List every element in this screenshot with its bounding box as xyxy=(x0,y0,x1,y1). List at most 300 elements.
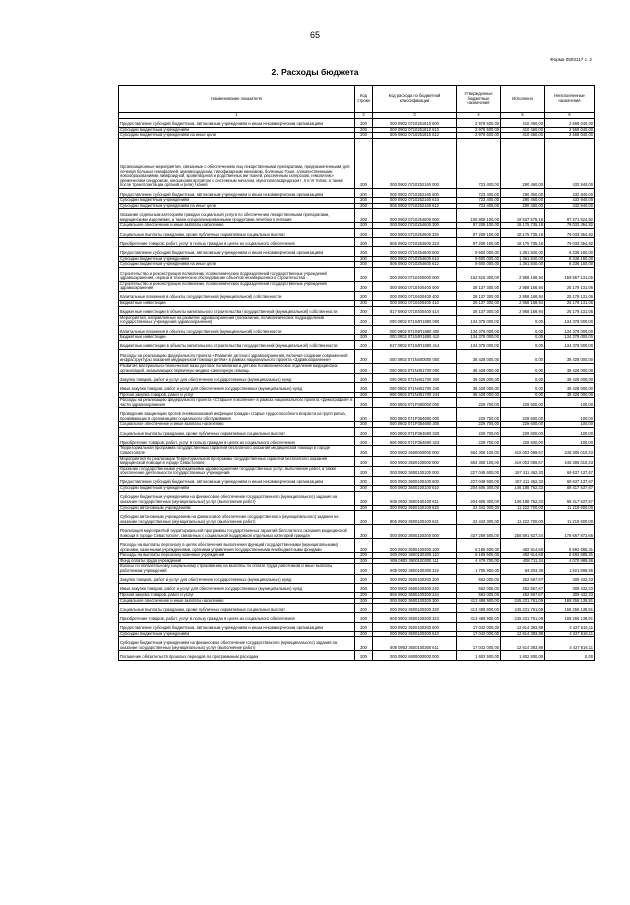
row-executed: 12 614 383,89 xyxy=(501,631,545,637)
table-row xyxy=(119,651,595,660)
row-executed: 11 222 700,00 xyxy=(501,505,545,511)
row-name: Социальное обеспечение и иные выплаты населению xyxy=(119,223,355,229)
row-line-code: 200 xyxy=(355,315,373,325)
page-number: 65 xyxy=(309,30,320,40)
row-unexecuted: 248 305 010,33 xyxy=(545,446,595,456)
row-approved: 723 400,00 xyxy=(457,138,501,188)
row-unexecuted: 4 427 616,11 xyxy=(545,637,595,651)
row-approved: 28 137 300,00 xyxy=(457,301,501,307)
row-approved: 229 700,00 xyxy=(457,422,501,428)
row-name: Социальные выплаты гражданам, кроме публичных нормативных социальных выплат xyxy=(119,604,355,613)
row-name: Проведение вакцинации против пневмококковой инфекции граждан старше трудоспособного возраста из групп риска, проживающих в организациях социального обслуживания xyxy=(119,408,355,422)
row-unexecuted: 168 258 138,91 xyxy=(545,604,595,613)
row-unexecuted: 159 557 131,06 xyxy=(545,267,595,281)
row-expense-code: 000 0902 0710254600 000 xyxy=(373,209,457,223)
row-name: Бюджетные инвестиции xyxy=(119,301,355,307)
row-line-code: 200 xyxy=(355,198,373,204)
row-expense-code: 000 0902 071P354680 320 xyxy=(373,427,457,436)
row-expense-code: 000 0902 0710252160 610 xyxy=(373,198,457,204)
row-executed: 0,00 xyxy=(501,326,545,335)
row-line-code: 200 xyxy=(355,392,373,398)
row-name: Предоставление субсидий бюджетным, автономным учреждениям и иным некоммерческим организациям xyxy=(119,188,355,197)
table-row xyxy=(119,315,595,325)
row-executed: 492 914,69 xyxy=(501,539,545,553)
header-unexecuted: Неисполненные назначения xyxy=(545,86,595,113)
row-name: Субсидии бюджетным учреждениям xyxy=(119,486,355,492)
row-line-code: 200 xyxy=(355,491,373,505)
row-name: Расходы на выплаты персоналу в целях обеспечения выполнения функций государственными (муниципальными) органами, казенными учреждениями, органами управления государственными внебюджетными фондами xyxy=(119,539,355,553)
row-line-code: 200 xyxy=(355,564,373,574)
row-name: Территориальная программа государственных гарантий бесплатного оказания медицинской помощи в городе Севастополе xyxy=(119,446,355,456)
row-approved: 413 489 900,00 xyxy=(457,598,501,604)
row-line-code: 200 xyxy=(355,118,373,127)
row-executed: 245 231 761,09 xyxy=(501,598,545,604)
header-name: Наименование показателя xyxy=(119,86,355,113)
column-number: 1 xyxy=(119,113,355,119)
row-executed: 245 231 761,09 xyxy=(501,613,545,622)
row-expense-code: 000 0902 3600100100 620 xyxy=(373,505,457,511)
row-unexecuted: 38 428 000,00 xyxy=(545,392,595,398)
row-approved: 38 428 000,00 xyxy=(457,364,501,374)
row-expense-code: 000 0902 0710400400 000 xyxy=(373,281,457,291)
row-unexecuted: 8 238 160,00 xyxy=(545,262,595,268)
row-name: Организационные мероприятия, связанные с обеспечением лиц лекарственными препаратами, предназначенными для лечения больных гемофилией, муковисцидозом, гипофизарным нанизмом, болезнью Гоше, злокачественными новообразованиями лимфоидной, кроветворной и родственных им тканей, рассеянным склерозом, гемолитико-уремическим синдромом, юношеским артритом с системным началом, мукополисахаридозом I, II и VI типов, а также после трансплантации органов и (или) тканей xyxy=(119,138,355,188)
row-line-code: 200 xyxy=(355,558,373,564)
row-expense-code: 000 0902 3600100300 610 xyxy=(373,631,457,637)
row-unexecuted: 100,00 xyxy=(545,398,595,408)
row-approved: 562 000,00 xyxy=(457,593,501,599)
table-row xyxy=(119,188,595,197)
row-line-code: 200 xyxy=(355,364,373,374)
table-row xyxy=(119,281,595,291)
row-name: Бюджетные инвестиции в объекты капитального строительства государственной (муниципальной) собственности xyxy=(119,340,355,349)
row-approved: 28 137 300,00 xyxy=(457,306,501,315)
row-approved: 134 378 000,00 xyxy=(457,340,501,349)
row-expense-code: 817 0902 07104R1880 414 xyxy=(373,340,457,349)
row-approved: 4 479 700,00 xyxy=(457,558,501,564)
row-line-code: 200 xyxy=(355,604,373,613)
row-approved: 562 000,00 xyxy=(457,574,501,583)
row-executed: 0,00 xyxy=(501,335,545,341)
row-line-code: 200 xyxy=(355,223,373,229)
table-row xyxy=(119,456,595,466)
row-line-code: 200 xyxy=(355,583,373,592)
row-approved: 17 042 000,00 xyxy=(457,637,501,651)
row-line-code: 200 xyxy=(355,398,373,408)
row-expense-code: 806 0902 071P354680 323 xyxy=(373,437,457,446)
row-name: Субсидии бюджетным учреждениям на иные цели xyxy=(119,262,355,268)
row-expense-code: 000 0902 0710254600 300 xyxy=(373,223,457,229)
row-approved: 413 489 900,00 xyxy=(457,613,501,622)
row-expense-code: 000 0902 3600100300 110 xyxy=(373,553,457,559)
row-executed: 290 460,00 xyxy=(501,188,545,197)
row-executed: 0,00 xyxy=(501,374,545,383)
table-row xyxy=(119,364,595,374)
row-unexecuted: 38 428 000,00 xyxy=(545,364,595,374)
row-approved: 38 428 000,00 xyxy=(457,383,501,392)
row-executed: 410 460,00 xyxy=(501,127,545,133)
row-line-code: 200 xyxy=(355,256,373,262)
row-expense-code: 000 0902 3600000000 000 xyxy=(373,446,457,456)
row-expense-code: 000 0902 0710400000 000 xyxy=(373,267,457,281)
row-line-code: 200 xyxy=(355,631,373,637)
table-row xyxy=(119,238,595,247)
row-line-code: 200 xyxy=(355,574,373,583)
row-executed: 18 175 735,18 xyxy=(501,223,545,229)
row-expense-code: 806 0902 3600100300 119 xyxy=(373,564,457,574)
row-line-code: 200 xyxy=(355,505,373,511)
row-line-code: 200 xyxy=(355,553,373,559)
row-line-code: 200 xyxy=(355,437,373,446)
row-expense-code: 000 0902 3600100300 320 xyxy=(373,604,457,613)
form-code: Форма 0503117 с. 2 xyxy=(550,57,592,62)
table-row xyxy=(119,209,595,223)
table-row xyxy=(119,291,595,300)
table-row xyxy=(119,622,595,631)
row-unexecuted: 38 428 000,00 xyxy=(545,374,595,383)
row-expense-code: 806 0902 3600100300 244 xyxy=(373,593,457,599)
row-expense-code: 806 0902 071N451700 244 xyxy=(373,392,457,398)
row-approved: 2 978 500,00 xyxy=(457,133,501,139)
row-executed: 157 411 462,33 xyxy=(501,466,545,476)
row-executed: 1 361 840,00 xyxy=(501,247,545,256)
table-row xyxy=(119,383,595,392)
row-unexecuted: 4 070 988,66 xyxy=(545,558,595,564)
table-row xyxy=(119,427,595,436)
table-row xyxy=(119,340,595,349)
table-row xyxy=(119,408,595,422)
row-line-code: 200 xyxy=(355,383,373,392)
row-expense-code: 000 0902 3600100300 240 xyxy=(373,583,457,592)
row-line-code: 200 xyxy=(355,262,373,268)
row-unexecuted: 309 432,33 xyxy=(545,583,595,592)
row-name: Субсидии бюджетным учреждениям xyxy=(119,631,355,637)
row-line-code: 200 xyxy=(355,613,373,622)
row-approved: 664 308 100,00 xyxy=(457,456,501,466)
row-unexecuted: 79 033 364,82 xyxy=(545,223,595,229)
row-line-code: 200 xyxy=(355,281,373,291)
table-header-row xyxy=(119,86,595,113)
row-line-code: 200 xyxy=(355,598,373,604)
row-unexecuted: 2 568 040,00 xyxy=(545,133,595,139)
row-name: Закупка товаров, работ и услуг для обеспечения государственных (муниципальных) нужд xyxy=(119,574,355,583)
row-line-code: 200 xyxy=(355,486,373,492)
row-unexecuted: 168 258 138,91 xyxy=(545,598,595,604)
row-approved: 227 048 600,00 xyxy=(457,476,501,485)
row-name: Расходы на выплаты персоналу казенных учреждений xyxy=(119,553,355,559)
row-approved: 134 378 000,00 xyxy=(457,315,501,325)
row-line-code: 200 xyxy=(355,238,373,247)
row-name: Закупка товаров, работ и услуг для обеспечения государственных (муниципальных) нужд xyxy=(119,374,355,383)
row-approved: 17 042 000,00 xyxy=(457,631,501,637)
row-expense-code: 000 0902 3600100100 000 xyxy=(373,466,457,476)
row-approved: 162 515 300,00 xyxy=(457,267,501,281)
row-name: Строительство и реконструкция поликлиник, поликлинических подразделений государственных учреждений здравоохранения, охрана и техническое обследование объектов незавершенного строительства xyxy=(119,267,355,281)
row-executed: 410 460,00 xyxy=(501,133,545,139)
row-expense-code: 806 0902 3600100300 323 xyxy=(373,613,457,622)
row-expense-code: 000 0902 0710252160 000 xyxy=(373,138,457,188)
row-unexecuted: 4 427 616,11 xyxy=(545,631,595,637)
row-expense-code: 806 0902 3600100100 611 xyxy=(373,491,457,505)
row-executed: 252 567,67 xyxy=(501,583,545,592)
column-number: 5 xyxy=(501,113,545,119)
row-expense-code: 806 0902 0710252160 612 xyxy=(373,203,457,209)
row-approved: 664 308 100,00 xyxy=(457,446,501,456)
row-name: Реализация мероприятий территориальной программы государственных гарантий бесплатного оказания медицинской помощи в городе Севастополе, связанных с социальной поддержкой отдельных категорий граждан xyxy=(119,525,355,539)
row-name: Прочая закупка товаров, работ и услуг xyxy=(119,392,355,398)
row-approved: 38 428 000,00 xyxy=(457,374,501,383)
row-executed: 18 175 735,18 xyxy=(501,228,545,237)
row-approved: 204 606 300,00 xyxy=(457,486,501,492)
row-unexecuted: 309 432,33 xyxy=(545,593,595,599)
expenses-table xyxy=(118,85,595,661)
row-approved: 97 209 100,00 xyxy=(457,228,501,237)
row-name: Социальные выплаты гражданам, кроме публичных нормативных социальных выплат xyxy=(119,427,355,436)
row-name: Бюджетные инвестиции в объекты капитального строительства государственной (муниципальной) собственности xyxy=(119,306,355,315)
row-name: Субсидии автономным учреждениям xyxy=(119,505,355,511)
row-expense-code: 000 0902 071N400000 000 xyxy=(373,350,457,364)
row-line-code: 200 xyxy=(355,511,373,525)
row-line-code: 200 xyxy=(355,466,373,476)
row-unexecuted: 134 378 000,00 xyxy=(545,340,595,349)
row-unexecuted: 432 940,00 xyxy=(545,188,595,197)
row-executed: 492 914,69 xyxy=(501,553,545,559)
row-line-code: 200 xyxy=(355,422,373,428)
row-line-code: 200 xyxy=(355,291,373,300)
row-unexecuted: 100,00 xyxy=(545,422,595,428)
row-expense-code: 000 0902 07104R1880 410 xyxy=(373,335,457,341)
row-expense-code: 806 0902 3600100100 621 xyxy=(373,511,457,525)
row-name: Строительство и реконструкция поликлиник, поликлинических подразделений государственных учреждений здравоохранения xyxy=(119,281,355,291)
row-unexecuted: 100,00 xyxy=(545,427,595,436)
column-number: 6 xyxy=(545,113,595,119)
row-unexecuted: 79 033 364,82 xyxy=(545,238,595,247)
row-name: Социальное обеспечение и иные выплаты населению xyxy=(119,598,355,604)
row-name: Взносы по обязательному социальному страхованию на выплаты по оплате труда работников и иные выплаты работникам учреждений xyxy=(119,564,355,574)
row-approved: 9 600 000,00 xyxy=(457,256,501,262)
row-expense-code: 000 0902 3600100300 000 xyxy=(373,525,457,539)
row-executed: 1 602 500,00 xyxy=(501,651,545,660)
row-expense-code: 000 0902 3600100000 000 xyxy=(373,456,457,466)
row-expense-code: 000 0902 3600100300 600 xyxy=(373,622,457,631)
table-row xyxy=(119,350,595,364)
row-line-code: 200 xyxy=(355,427,373,436)
row-name: Мероприятия, направленные на развитие здравоохранения (поликлиник, поликлинических подразделений государственных учреждений здравоохранения) xyxy=(119,315,355,325)
row-approved: 22 442 300,00 xyxy=(457,505,501,511)
row-unexecuted: 87 271 524,82 xyxy=(545,209,595,223)
table-row xyxy=(119,326,595,335)
row-executed: 290 460,00 xyxy=(501,138,545,188)
row-expense-code: 000 0902 071N451700 000 xyxy=(373,364,457,374)
section-title: 2. Расходы бюджета xyxy=(271,67,359,77)
row-executed: 2 958 168,94 xyxy=(501,281,545,291)
row-expense-code: 000 0902 071P354680 000 xyxy=(373,408,457,422)
column-number: 4 xyxy=(457,113,501,119)
row-approved: 437 259 500,00 xyxy=(457,525,501,539)
row-unexecuted: 8 238 160,00 xyxy=(545,256,595,262)
row-executed: 0,00 xyxy=(501,315,545,325)
table-row xyxy=(119,583,595,592)
table-row xyxy=(119,374,595,383)
row-unexecuted: 178 667 872,66 xyxy=(545,525,595,539)
row-name: Иные закупки товаров, работ и услуг для обеспечения государственных (муниципальных) нужд xyxy=(119,383,355,392)
row-expense-code: 000 0902 0710252160 600 xyxy=(373,188,457,197)
row-name: Капитальные вложения в объекты государственной (муниципальной) собственности xyxy=(119,326,355,335)
table-row xyxy=(119,539,595,553)
row-name: Приобретение товаров, работ, услуг в пользу граждан в целях их социального обеспечения xyxy=(119,613,355,622)
row-approved: 106 809 100,00 xyxy=(457,209,501,223)
row-name: Социальные выплаты гражданам, кроме публичных нормативных социальных выплат xyxy=(119,228,355,237)
row-approved: 723 400,00 xyxy=(457,188,501,197)
header-executed: Исполнено xyxy=(501,86,545,113)
row-executed: 0,00 xyxy=(501,350,545,364)
row-approved: 97 209 100,00 xyxy=(457,223,501,229)
row-name: Социальное обеспечение и иные выплаты населению xyxy=(119,422,355,428)
row-name: Субсидии бюджетным учреждениям на иные цели xyxy=(119,203,355,209)
row-executed: 229 600,00 xyxy=(501,398,545,408)
row-approved: 229 700,00 xyxy=(457,437,501,446)
table-row xyxy=(119,437,595,446)
table-row xyxy=(119,138,595,188)
row-expense-code: 000 0902 3600100100 600 xyxy=(373,476,457,485)
row-name: Расходы на реализацию федерального проекта «Старшее поколение» в рамках национального проекта «Демография» в части здравоохранения xyxy=(119,398,355,408)
row-executed: 229 600,00 xyxy=(501,422,545,428)
row-approved: 204 606 300,00 xyxy=(457,491,501,505)
row-line-code: 200 xyxy=(355,622,373,631)
row-expense-code: 000 0902 0710254600 600 xyxy=(373,247,457,256)
row-executed: 2 958 168,94 xyxy=(501,301,545,307)
row-line-code: 200 xyxy=(355,209,373,223)
row-unexecuted: 2 568 040,00 xyxy=(545,127,595,133)
row-line-code: 200 xyxy=(355,525,373,539)
row-name: Расходы на реализацию федерального проекта «Развитие детского здравоохранения, включая создание современной инфраструктуры оказания медицинской помощи детям» в рамках национального проекта «Здравоохранение» xyxy=(119,350,355,364)
row-unexecuted: 11 219 600,00 xyxy=(545,505,595,511)
row-expense-code: 806 0902 0710251810 612 xyxy=(373,133,457,139)
column-number: 3 xyxy=(373,113,457,119)
row-unexecuted: 38 428 000,00 xyxy=(545,350,595,364)
table-row xyxy=(119,306,595,315)
table-row xyxy=(119,574,595,583)
row-approved: 1 602 500,00 xyxy=(457,651,501,660)
row-executed: 229 600,00 xyxy=(501,437,545,446)
row-unexecuted: 432 940,00 xyxy=(545,203,595,209)
row-unexecuted: 134 378 000,00 xyxy=(545,335,595,341)
row-approved: 229 700,00 xyxy=(457,398,501,408)
row-executed: 252 567,67 xyxy=(501,574,545,583)
row-expense-code: 806 0902 0710254600 323 xyxy=(373,238,457,247)
row-unexecuted: 134 378 000,00 xyxy=(545,315,595,325)
row-approved: 562 000,00 xyxy=(457,583,501,592)
row-approved: 28 137 300,00 xyxy=(457,291,501,300)
row-executed: 1 361 840,00 xyxy=(501,256,545,262)
row-approved: 22 442 300,00 xyxy=(457,511,501,525)
row-approved: 2 978 500,00 xyxy=(457,118,501,127)
row-executed: 146 188 762,33 xyxy=(501,486,545,492)
row-executed: 146 188 762,33 xyxy=(501,491,545,505)
row-line-code: 200 xyxy=(355,228,373,237)
row-executed: 1 361 840,00 xyxy=(501,262,545,268)
row-line-code: 200 xyxy=(355,306,373,315)
row-line-code: 200 xyxy=(355,247,373,256)
row-unexecuted: 134 378 000,00 xyxy=(545,326,595,335)
row-line-code: 200 xyxy=(355,335,373,341)
row-approved: 38 428 000,00 xyxy=(457,350,501,364)
table-row xyxy=(119,476,595,485)
row-line-code: 200 xyxy=(355,350,373,364)
row-unexecuted: 25 179 131,06 xyxy=(545,301,595,307)
row-unexecuted: 1 621 696,65 xyxy=(545,564,595,574)
row-approved: 28 137 300,00 xyxy=(457,281,501,291)
row-executed: 408 711,34 xyxy=(501,558,545,564)
row-name: Бюджетные инвестиции xyxy=(119,335,355,341)
row-expense-code: 000 0902 0710254600 610 xyxy=(373,256,457,262)
row-name: Предоставление субсидий бюджетным, автономным учреждениям и иным некоммерческим организациям xyxy=(119,118,355,127)
table-row xyxy=(119,398,595,408)
row-name: Оказание государственными учреждениями здравоохранения государственных услуг, выполнение работ, а также обеспечение деятельности государственных учреждений xyxy=(119,466,355,476)
row-name: Приобретение товаров, работ, услуг в пользу граждан в целях их социального обеспечения xyxy=(119,238,355,247)
row-approved: 97 209 100,00 xyxy=(457,238,501,247)
row-expense-code: 000 0902 3600100300 300 xyxy=(373,598,457,604)
row-approved: 413 489 900,00 xyxy=(457,604,501,613)
row-name: Предоставление субсидий бюджетным, автономным учреждениям и иным некоммерческим организациям xyxy=(119,476,355,485)
row-executed: 416 003 089,67 xyxy=(501,446,545,456)
row-expense-code: 000 0902 071N451700 240 xyxy=(373,383,457,392)
row-expense-code: 000 0902 07104R1880 400 xyxy=(373,326,457,335)
table-row xyxy=(119,446,595,456)
row-name: Капитальные вложения в объекты государственной (муниципальной) собственности xyxy=(119,291,355,300)
row-line-code: 200 xyxy=(355,301,373,307)
row-expense-code: 000 0902 0710254600 320 xyxy=(373,228,457,237)
row-expense-code: 000 0902 0710400400 410 xyxy=(373,301,457,307)
row-expense-code: 000 0902 3600100300 100 xyxy=(373,539,457,553)
row-name: Оказание отдельным категориям граждан социальной услуги по обеспечению лекарственными препаратами, медицинскими изделиями, а также специализированными продуктами лечебного питания xyxy=(119,209,355,223)
table-row xyxy=(119,564,595,574)
row-name: Субсидии бюджетным учреждениям xyxy=(119,127,355,133)
row-unexecuted: 309 432,33 xyxy=(545,574,595,583)
row-line-code: 200 xyxy=(355,127,373,133)
row-executed: 2 958 168,94 xyxy=(501,267,545,281)
row-expense-code: 000 0902 0710251810 600 xyxy=(373,118,457,127)
row-expense-code: 000 0902 6800000000 000 xyxy=(373,651,457,660)
row-unexecuted: 168 258 138,91 xyxy=(545,613,595,622)
row-executed: 0,00 xyxy=(501,383,545,392)
row-approved: 1 705 900,00 xyxy=(457,564,501,574)
row-name: Субсидии бюджетным учреждениям xyxy=(119,198,355,204)
row-line-code: 200 xyxy=(355,326,373,335)
row-expense-code: 000 0902 071P300000 000 xyxy=(373,398,457,408)
row-executed: 157 411 462,33 xyxy=(501,476,545,485)
row-approved: 227 048 600,00 xyxy=(457,466,501,476)
row-approved: 229 700,00 xyxy=(457,408,501,422)
row-expense-code: 806 0902 3600100300 111 xyxy=(373,558,457,564)
row-executed: 19 537 575,18 xyxy=(501,209,545,223)
row-name: Погашение обязательств прошлых периодов по программным расходам xyxy=(119,651,355,660)
row-unexecuted: 432 940,00 xyxy=(545,138,595,188)
table-row xyxy=(119,466,595,476)
row-name: Субсидии бюджетным учреждениям на финансовое обеспечение государственного (муниципального) задания на оказание государственных (муниципальных) услуг (выполнение работ) xyxy=(119,491,355,505)
row-executed: 245 231 761,09 xyxy=(501,604,545,613)
row-unexecuted: 69 637 137,67 xyxy=(545,466,595,476)
row-unexecuted: 4 427 616,11 xyxy=(545,622,595,631)
row-line-code: 200 xyxy=(355,374,373,383)
row-unexecuted: 25 179 131,06 xyxy=(545,306,595,315)
header-approved: Утвержденные бюджетные назначения xyxy=(457,86,501,113)
row-line-code: 200 xyxy=(355,408,373,422)
row-expense-code: 000 0902 3600100300 200 xyxy=(373,574,457,583)
row-line-code: 200 xyxy=(355,203,373,209)
row-unexecuted: 69 637 137,67 xyxy=(545,476,595,485)
row-expense-code: 000 0902 071N451700 200 xyxy=(373,374,457,383)
